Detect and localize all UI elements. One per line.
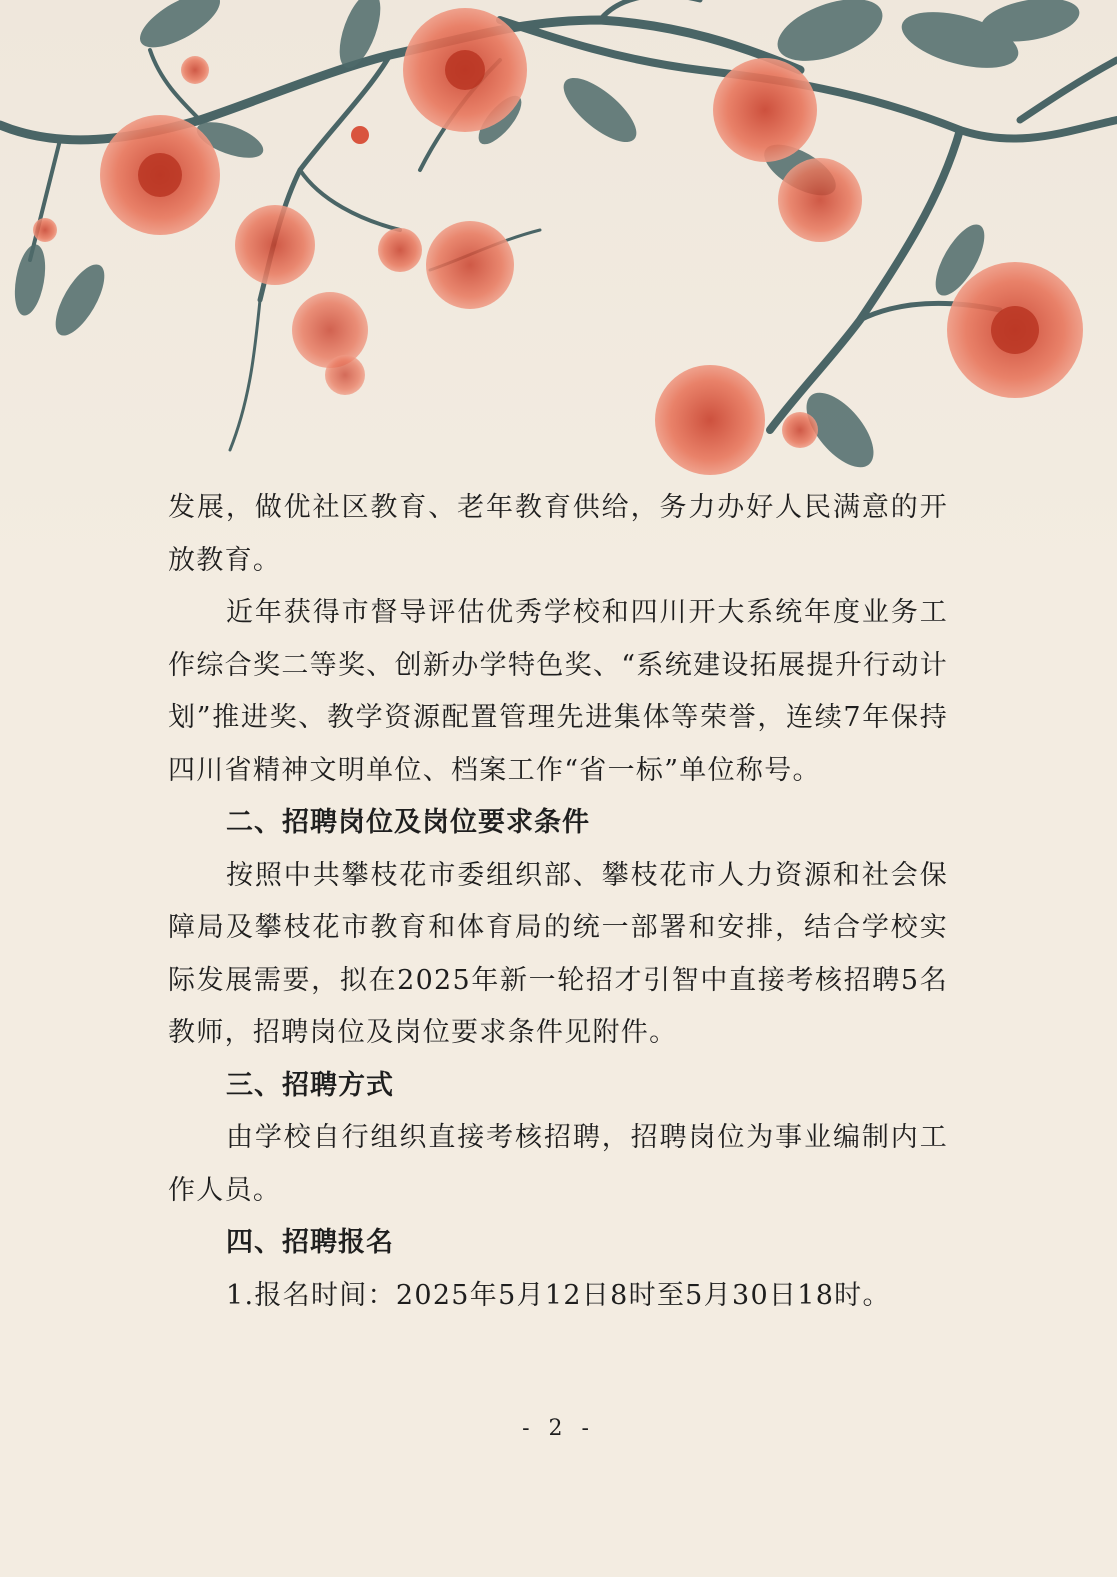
paragraph-positions: 按照中共攀枝花市委组织部、攀枝花市人力资源和社会保障局及攀枝花市教育和体育局的统一部署和安排，结合学校实际发展需要，拟在2025年新一轮招才引智中直接考核招聘5名教师，招聘岗位及岗位要求条件见附件。 xyxy=(168,859,948,1048)
section-heading-positions: 二、招聘岗位及岗位要求条件 xyxy=(226,807,590,838)
document-body xyxy=(168,482,948,1322)
paragraph-registration-time: 1.报名时间：2025年5月12日8时至5月30日18时。 xyxy=(226,1279,891,1311)
paragraph-honors: 近年获得市督导评估优秀学校和四川开大系统年度业务工作综合奖二等奖、创新办学特色奖、“系统建设拓展提升行动计划”推进奖、教学资源配置管理先进集体等荣誉，连续7年保持四川省精神文明单位、档案工作“省一标”单位称号。 xyxy=(168,597,948,786)
section-heading-registration: 四、招聘报名 xyxy=(226,1227,394,1258)
paragraph-continuation: 发展，做优社区教育、老年教育供给，务力办好人民满意的开放教育。 xyxy=(168,492,948,576)
section-heading-method: 三、招聘方式 xyxy=(226,1069,394,1101)
paragraph-method: 由学校自行组织直接考核招聘，招聘岗位为事业编制内工作人员。 xyxy=(168,1122,948,1206)
page-number: - 2 - xyxy=(522,1416,595,1441)
